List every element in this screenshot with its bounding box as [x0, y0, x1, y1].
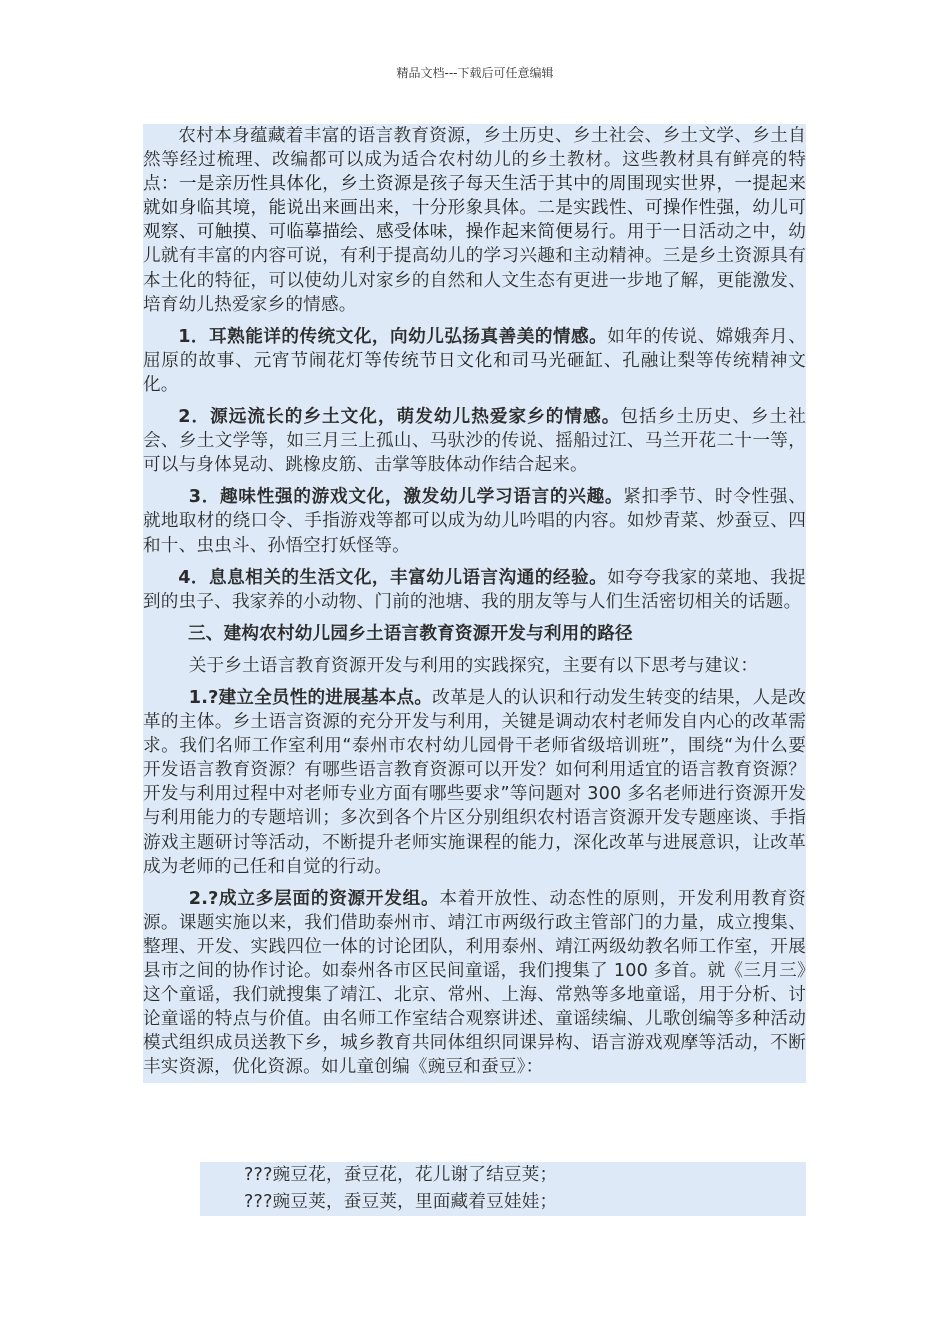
- page-header: 精品文档---下载后可任意编辑: [396, 66, 554, 80]
- intro-paragraph: [143, 124, 806, 317]
- item-3-text: 紧扣季节、时令性强、就地取材的绕口令、手指游戏等都可以成为幼儿吟唱的内容。如炒青菜、炒蚕豆、四和十、虫虫斗、孙悟空打妖怪等。: [143, 487, 806, 556]
- item-3: [143, 485, 806, 557]
- section-3-intro: 关于乡土语言教育资源开发与利用的实践探究，主要有以下思考与建议：: [188, 655, 759, 676]
- item-1-title: 1．耳熟能详的传统文化，向幼儿弘扬真善美的情感。: [178, 326, 608, 347]
- point-2-text: 本着开放性、动态性的原则，开发利用教育资源。课题实施以来，我们借助泰州市、靖江市两级行政主管部门的力量，成立搜集、整理、开发、实践四位一体的讨论团队，利用泰州、靖江两级幼教名师工作室，开展县市之间的协作讨论。如泰州各市区民间童谣，我们搜集了 100 多首。就《三月三》这个童谣，我们就搜集了靖江、北京、常州、上海、常熟等多地童谣，用于分析、讨论童谣的特点与价值。由名师工作室结合观察讲述、童谣续编、儿歌创编等多种活动模式组织成员送教下乡，城乡教育共同体组织同课异构、语言游戏观摩等活动，不断丰实资源，优化资源。如儿童创编《豌豆和蚕豆》：: [143, 888, 806, 1078]
- intro-text-a: 农村本身蕴藏着丰富的语言教育资源，乡土历史、乡土社会、乡土文学、乡土自然等经过梳理、改编都可以成为适合农村幼儿的乡土教材。这些教材具有鲜亮的特点：: [143, 126, 806, 195]
- item-4-title: 4．息息相关的生活文化，丰富幼儿语言沟通的经验。: [178, 567, 608, 588]
- point-2-title: 2.?成立多层面的资源开发组。: [188, 888, 440, 909]
- item-2-text: 包括乡土历史、乡土社会、乡土文学等，如三月三上孤山、马驮沙的传说、摇船过江、马兰开花二十一等，可以与身体晃动、跳橡皮筋、击掌等肢体动作结合起来。: [143, 407, 806, 476]
- item-2: [143, 405, 806, 477]
- poem-line: ???豌豆花，蚕豆花，花儿谢了结豆荚；: [244, 1165, 558, 1185]
- poem-block: [200, 1162, 806, 1216]
- intro-text-c: 用于一日活动之中，幼儿就有丰富的内容可说，有利于提高幼儿的学习兴趣和主动精神。三是乡土资源具有本土化的特征，可以使幼儿对家乡的自然和人文生态有更进一步地了解，更能激发、培育幼儿热爱家乡的情感。: [143, 222, 806, 315]
- item-1-text-c: 孔融让梨等传统精神文化。: [143, 350, 806, 395]
- intro-text-b: 一是亲历性具体化，乡土资源是孩子每天生活于其中的周围现实世界，一提起来就如身临其境，能说出来画出来，十分形象具体。二是实践性、可操作性强，幼儿可观察、可触摸、可临摹描绘、感受体味，操作起来简便易行。: [143, 174, 806, 243]
- section-3-heading: 三、建构农村幼儿园乡土语言教育资源开发与利用的路径: [188, 623, 633, 644]
- item-3-title: 3．趣味性强的游戏文化，激发幼儿学习语言的兴趣。: [188, 487, 624, 508]
- item-1-text-b: 元宵节闹花灯等传统节日文化和司马光砸缸、: [253, 350, 623, 371]
- item-2-title: 2．源远流长的乡土文化，萌发幼儿热爱家乡的情感。: [178, 407, 621, 428]
- item-4: [143, 566, 806, 614]
- point-1-text: 改革是人的认识和行动发生转变的结果，人是改革的主体。乡土语言资源的充分开发与利用，关键是调动农村老师发自内心的改革需求。我们名师工作室利用“泰州市农村幼儿园骨干老师省级培训班”，围绕“为什么要开发语言教育资源？有哪些语言教育资源可以开发？如何利用适宜的语言教育资源？开发与利用过程中对老师专业方面有哪些要求”等问题对 300 多名老师进行资源开发与利用能力的专题培训；多次到各个片区分别组织农村语言资源开发专题座谈、手指游戏主题研讨等活动，不断提升老师实施课程的能力，深化改革与进展意识，让改革成为老师的己任和自觉的行动。: [143, 687, 807, 877]
- item-1-text-a: 如年的传说、嫦娥奔月、屈原的故事、: [143, 326, 807, 371]
- document-body: [143, 124, 806, 1083]
- item-1: [143, 325, 806, 397]
- point-1: [143, 686, 806, 879]
- item-4-text: 如夸夸我家的菜地、我捉到的虫子、我家养的小动物、门前的池塘、我的朋友等与人们生活密切相关的话题。: [143, 567, 807, 612]
- poem-line: ???豌豆荚，蚕豆荚，里面藏着豆娃娃；: [244, 1192, 558, 1212]
- point-2: [143, 887, 806, 1080]
- point-1-title: 1.?建立全员性的进展基本点。: [188, 687, 433, 708]
